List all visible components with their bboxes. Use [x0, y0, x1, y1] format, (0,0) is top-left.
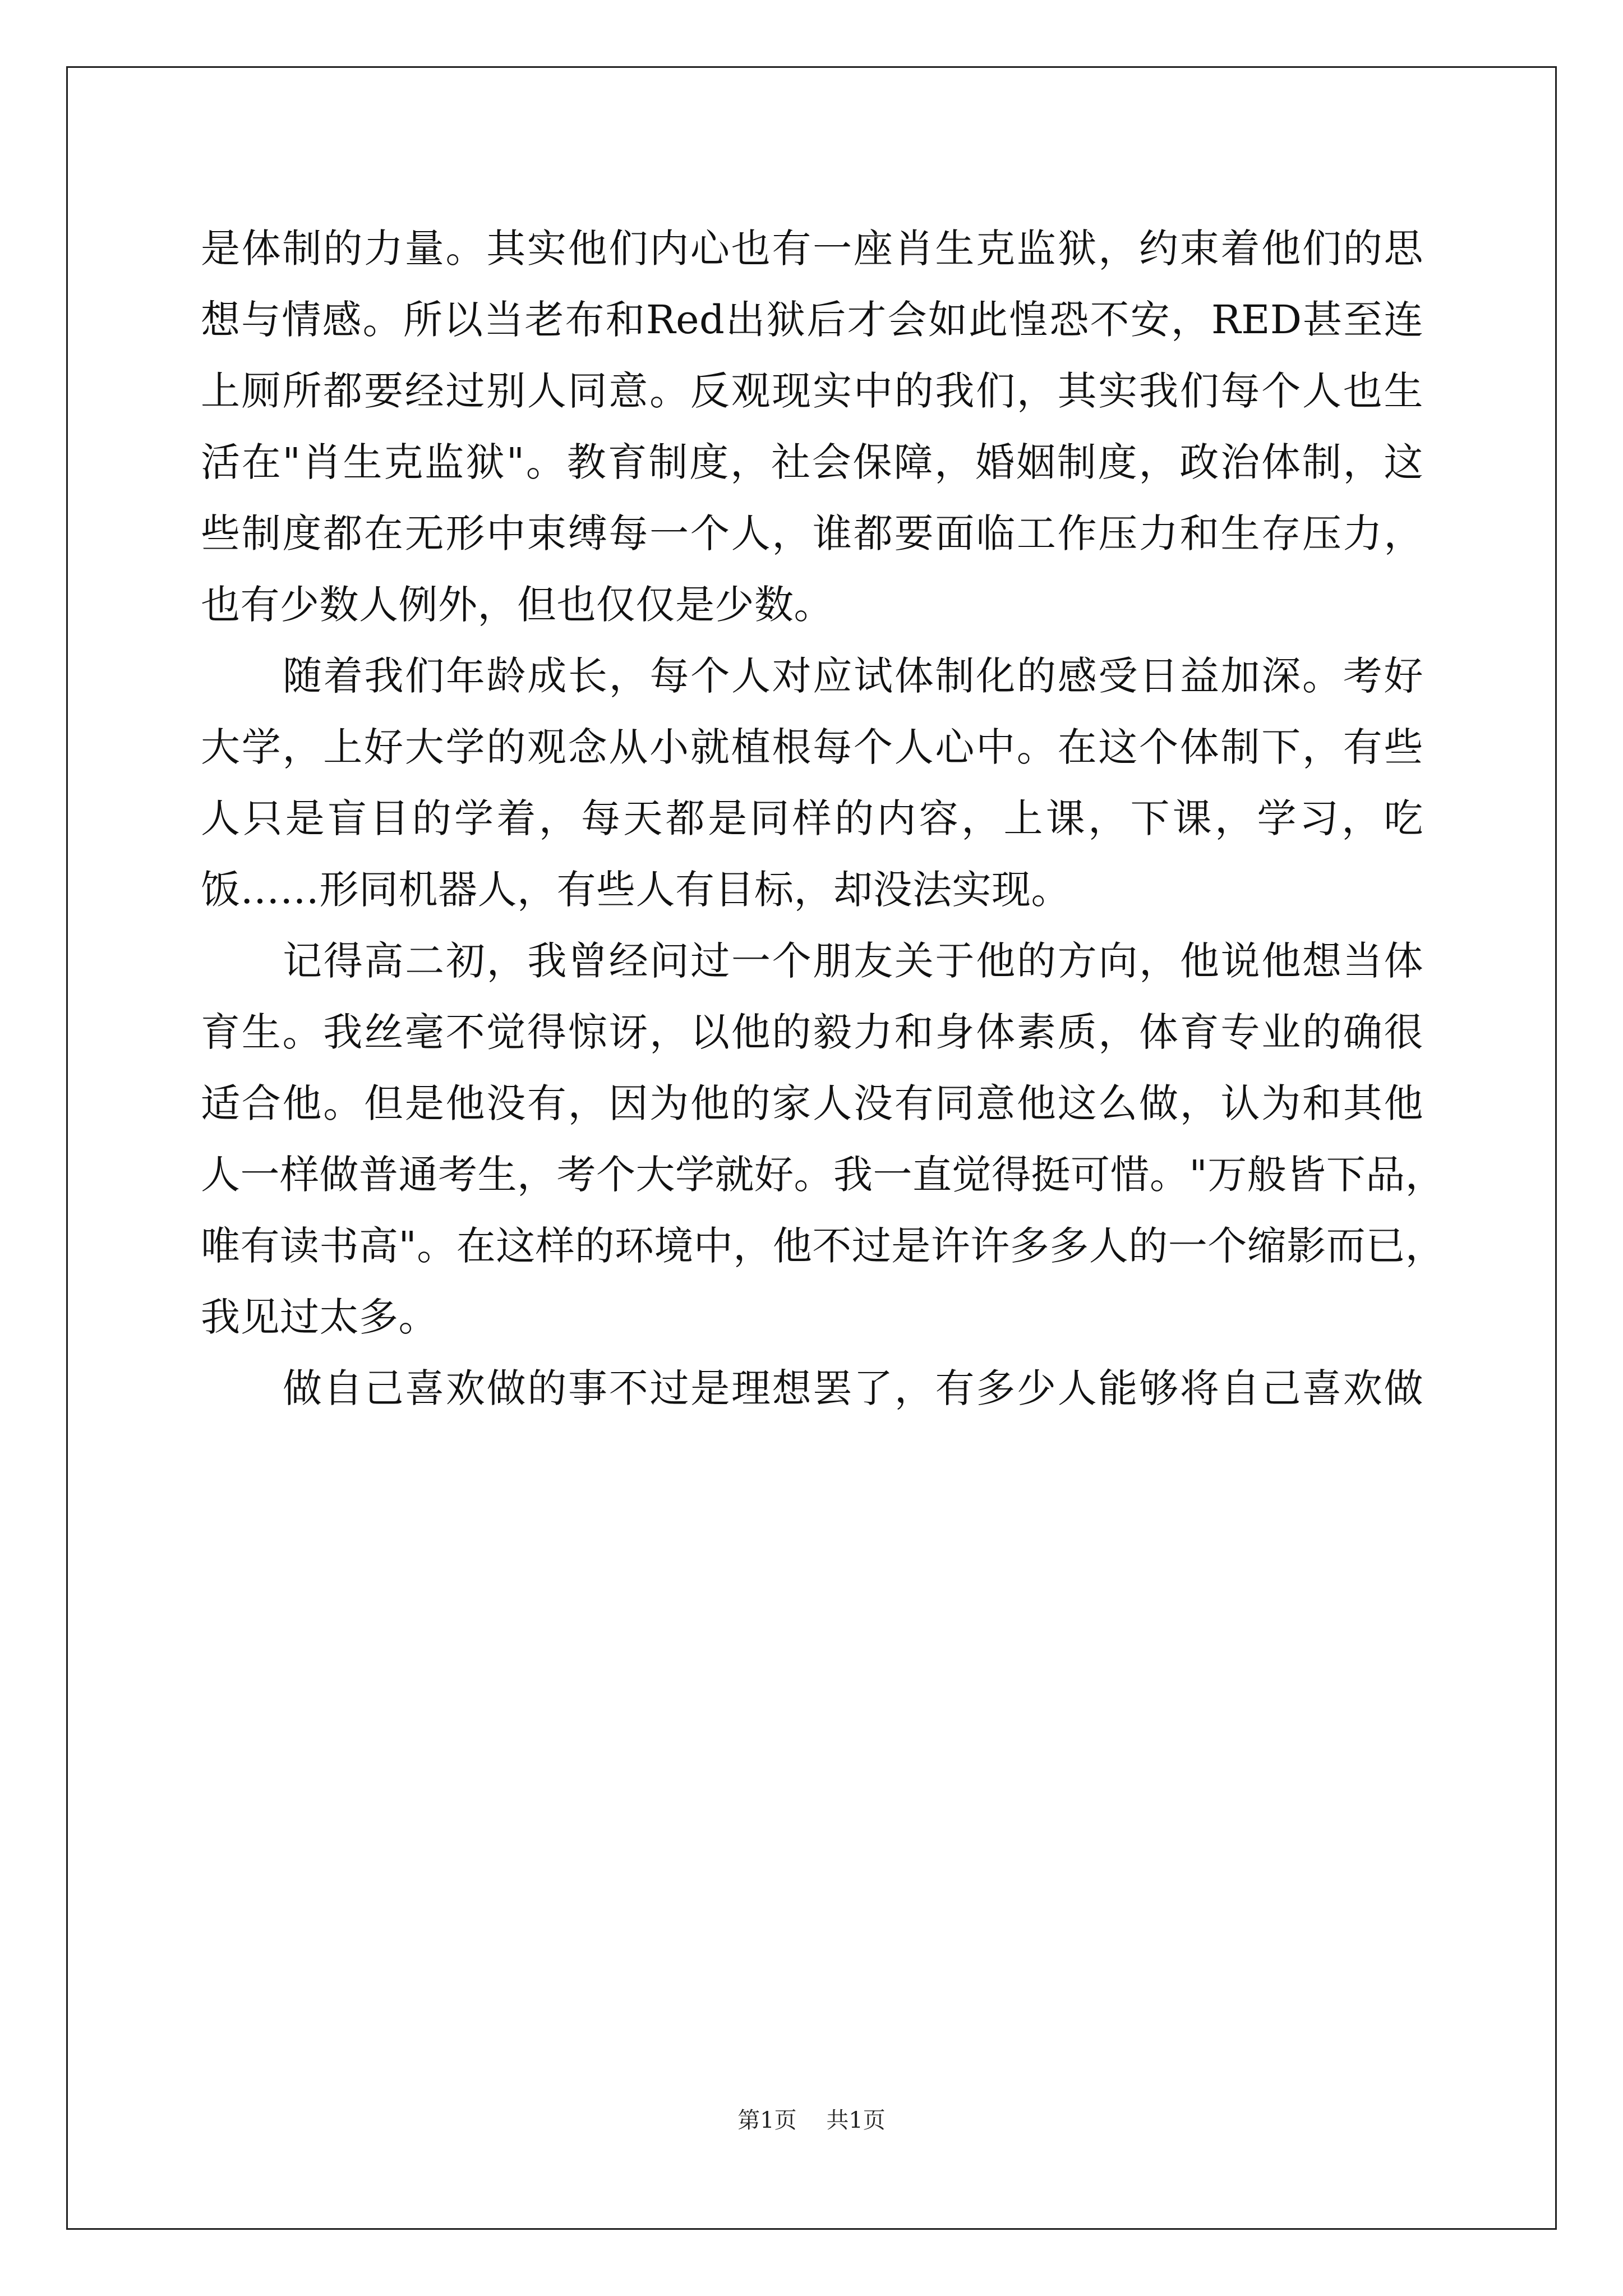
page-total: 共1页 [826, 2108, 886, 2133]
paragraph-3-line-4: 人一样做普通考生，考个大学就好。我一直觉得挺可惜。"万般皆下品， [201, 1152, 1445, 1198]
paragraph-3-line-5: 唯有读书高"。在这样的环境中，他不过是许许多多人的一个缩影而已， [201, 1223, 1445, 1269]
paragraph-2-line-3: 人只是盲目的学着，每天都是同样的内容，上课，下课，学习，吃 [201, 795, 1423, 841]
paragraph-1-line-5: 些制度都在无形中束缚每一个人，谁都要面临工作压力和生存压力， [201, 510, 1423, 556]
paragraph-1-line-6: 也有少数人例外，但也仅仅是少数。 [201, 582, 833, 628]
paragraph-1-line-3: 上厕所都要经过别人同意。反观现实中的我们，其实我们每个人也生 [201, 368, 1423, 414]
paragraph-2-line-4: 饭……形同机器人，有些人有目标，却没法实现。 [201, 867, 1071, 913]
paragraph-2-line-1: 随着我们年龄成长，每个人对应试体制化的感受日益加深。考好 [283, 653, 1423, 699]
page-footer [0, 2102, 1623, 2134]
document-body [201, 213, 1445, 1424]
paragraph-1-line-2: 想与情感。所以当老布和Red出狱后才会如此惶恐不安，RED甚至连 [201, 297, 1423, 343]
page-number: 第1页 [737, 2108, 797, 2133]
paragraph-3-line-6: 我见过太多。 [201, 1294, 438, 1340]
paragraph-1-line-4: 活在"肖生克监狱"。教育制度，社会保障，婚姻制度，政治体制，这 [201, 439, 1423, 485]
paragraph-3-line-3: 适合他。但是他没有，因为他的家人没有同意他这么做，认为和其他 [201, 1080, 1423, 1126]
paragraph-1-line-1: 是体制的力量。其实他们内心也有一座肖生克监狱，约束着他们的思 [201, 226, 1423, 272]
paragraph-4-line-1: 做自己喜欢做的事不过是理想罢了，有多少人能够将自己喜欢做 [283, 1365, 1423, 1411]
paragraph-3-line-2: 育生。我丝毫不觉得惊讶，以他的毅力和身体素质，体育专业的确很 [201, 1009, 1423, 1055]
paragraph-3-line-1: 记得高二初，我曾经问过一个朋友关于他的方向，他说他想当体 [283, 938, 1423, 984]
paragraph-2-line-2: 大学，上好大学的观念从小就植根每个人心中。在这个体制下，有些 [201, 724, 1423, 770]
